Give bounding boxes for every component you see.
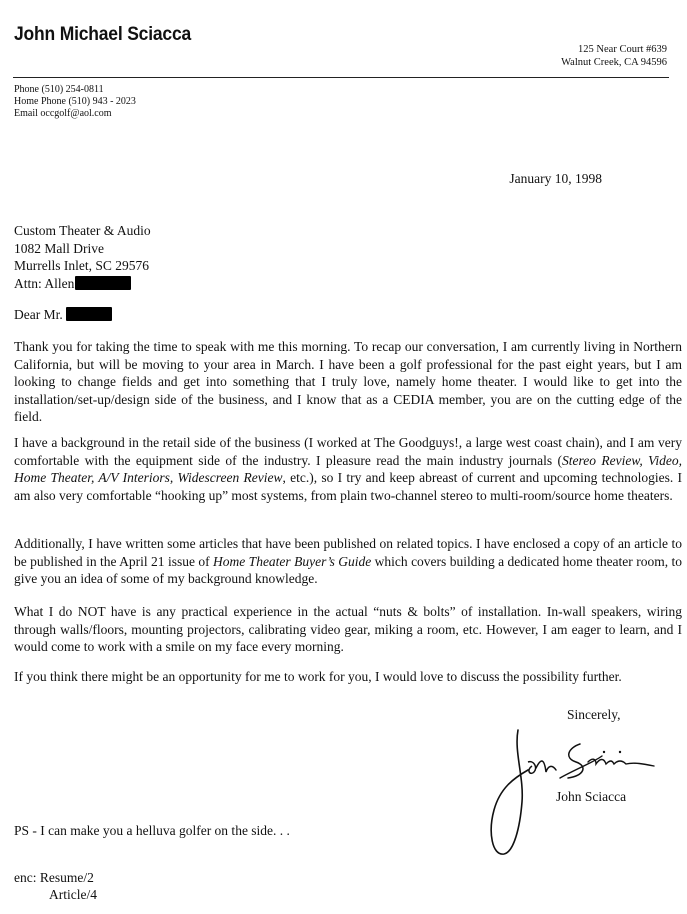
paragraph-2-text-end: , etc.), so I try and keep abreast of current and upcoming technologies. I am also very comfortable “hooking up” most systems, from plain two-channel stereo to multi-room/source home theaters.: [14, 470, 682, 503]
home-phone: Home Phone (510) 943 - 2023: [14, 96, 136, 107]
salutation-line: [14, 306, 112, 324]
paragraph-1: Thank you for taking the time to speak with me this morning. To recap our conversation, I am currently living in Northern California, but will be moving to your area in March. I have been a golf professional for the past eight years, but I am looking to change fields and get into something that I truly love, namely home theater. I would like to get into the installation/set-up/design side of the business, and I know that as a CEDIA member, you are on the cutting edge of the field.: [14, 339, 682, 424]
letterhead-name: John Michael Sciacca: [14, 24, 192, 45]
address-line-1: 125 Near Court #639: [578, 44, 667, 55]
email: Email occgolf@aol.com: [14, 108, 112, 119]
paragraph-3-text-end: which covers building a dedicated home theater room, to give you an idea of some of my background knowledge.: [14, 553, 682, 586]
paragraph-3: [14, 535, 682, 588]
salutation: Dear Mr.: [14, 307, 63, 322]
redaction-bar: [66, 307, 112, 321]
recipient-attn: Attn: Allen: [14, 275, 75, 291]
enclosure-line-1: enc: Resume/2: [14, 870, 94, 885]
enclosure-line-2: Article/4: [49, 887, 97, 902]
recipient-attn-line: [14, 275, 151, 293]
letterhead-divider: [13, 77, 669, 78]
paragraph-4: What I do NOT have is any practical experience in the actual “nuts & bolts” of installation. In-wall speakers, wiring through walls/floors, mounting projectors, calibrating video gear, miking a room, etc. However, I am eager to learn, and I would come to work with a smile on my face every morning.: [14, 604, 682, 654]
closing: Sincerely,: [567, 707, 621, 722]
recipient-city: Murrells Inlet, SC 29576: [14, 258, 149, 273]
paragraph-5: If you think there might be an opportunity for me to work for you, I would love to discuss the possibility further.: [14, 669, 622, 684]
paragraph-2: [14, 434, 682, 504]
letter-date: January 10, 1998: [509, 171, 602, 186]
letterhead-contact: [14, 84, 136, 120]
recipient-block: [14, 222, 151, 292]
postscript: PS - I can make you a helluva golfer on the side. . .: [14, 823, 290, 838]
address-line-2: Walnut Creek, CA 94596: [561, 57, 667, 68]
recipient-company: Custom Theater & Audio: [14, 223, 151, 238]
journal-titles: Stereo Review, Video, Home Theater, A/V Interiors, Widescreen Review: [14, 452, 683, 485]
publication-title: Home Theater Buyer’s Guide: [213, 553, 372, 569]
redaction-bar: [75, 276, 131, 290]
phone: Phone (510) 254-0811: [14, 84, 104, 95]
signer-name: John Sciacca: [556, 789, 627, 804]
recipient-street: 1082 Mall Drive: [14, 240, 104, 256]
letterhead-address: [561, 43, 667, 69]
enclosures: [14, 869, 97, 903]
paragraph-2-text: I have a background in the retail side of the business (I worked at The Goodguys!, a large west coast chain), and I am very comfortable with the equipment side of the industry. I pleasure read the main industry journals (: [14, 435, 682, 468]
paragraph-3-text: Additionally, I have written some articles that have been published on related topics. I have enclosed a copy of an article to be published in the April 21 issue of: [14, 536, 682, 569]
